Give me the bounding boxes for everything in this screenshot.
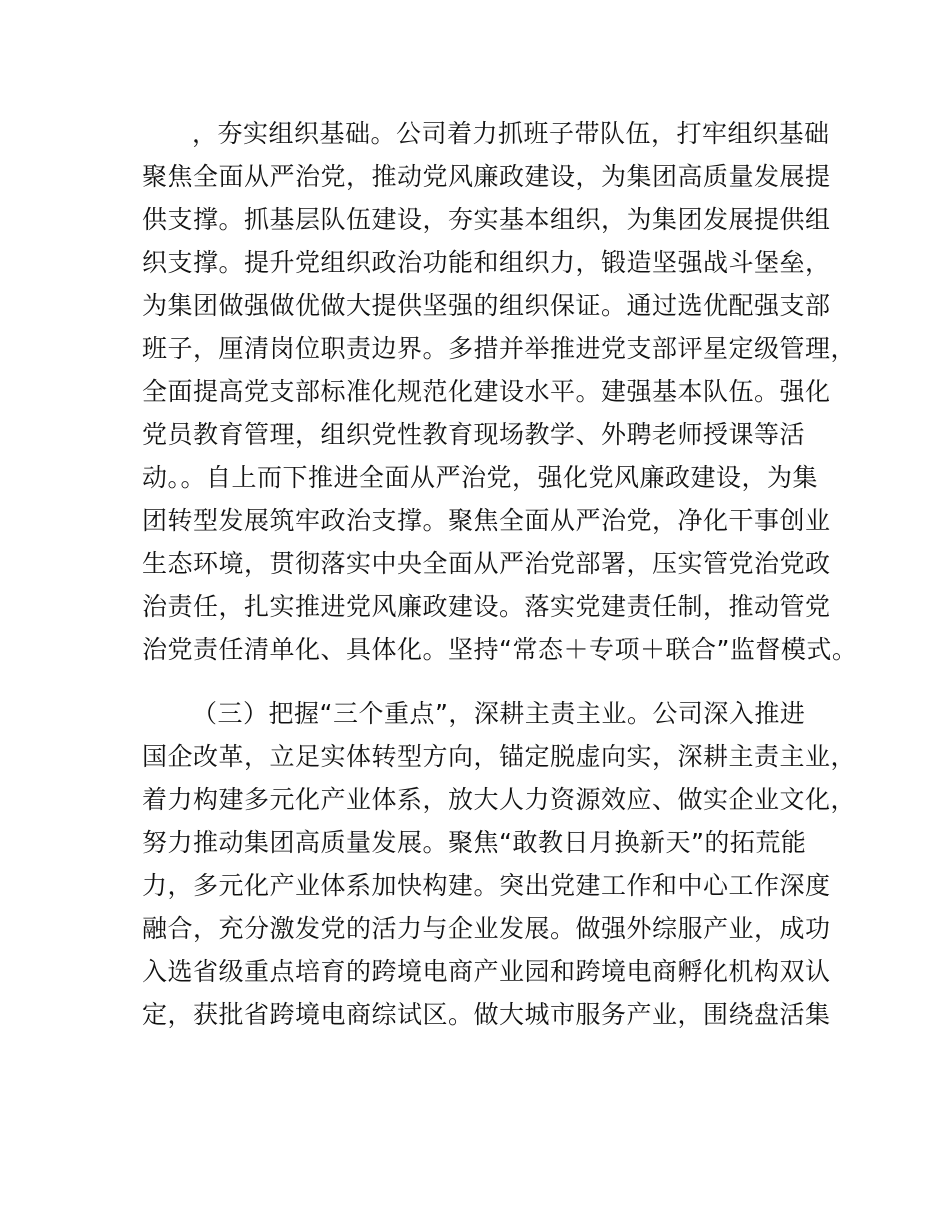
paragraph-line: 努力推动集团高质量发展。聚焦“敢教日月换新天”的拓荒能 <box>142 828 807 857</box>
paragraph-line: 国企改革，立足实体转型方向，锚定脱虚向实，深耕主责主业， <box>142 742 857 771</box>
paragraph-1 <box>142 112 858 671</box>
paragraph-line: 班子，厘清岗位职责边界。多措并举推进党支部评星定级管理， <box>142 334 857 363</box>
paragraph-line: 治党责任清单化、具体化。坚持“常态＋专项＋联合”监督模式。 <box>142 635 858 664</box>
paragraph-line: 力，多元化产业体系加快构建。突出党建工作和中心工作深度 <box>142 871 831 900</box>
paragraph-line: 融合，充分激发党的活力与企业发展。做强外综服产业，成功 <box>142 914 831 943</box>
paragraph-line: 为集团做强做优做大提供坚强的组织保证。通过选优配强支部 <box>142 291 831 320</box>
paragraph-line: ，夯实组织基础。公司着力抓班子带队伍，打牢组织基础 <box>192 119 830 148</box>
paragraph-line: 治责任，扎实推进党风廉政建设。落实党建责任制，推动管党 <box>142 592 831 621</box>
paragraph-line: 供支撑。抓基层队伍建设，夯实基本组织，为集团发展提供组 <box>142 205 831 234</box>
paragraph-line: 团转型发展筑牢政治支撑。聚焦全面从严治党，净化干事创业 <box>142 506 831 535</box>
paragraph-line: 定，获批省跨境电商综试区。做大城市服务产业，围绕盘活集 <box>142 1000 831 1029</box>
paragraph-line: 生态环境，贯彻落实中央全面从严治党部署，压实管党治党政 <box>142 549 831 578</box>
paragraph-line: 织支撑。提升党组织政治功能和组织力，锻造坚强战斗堡垒， <box>142 248 831 277</box>
paragraph-line: 聚焦全面从严治党，推动党风廉政建设，为集团高质量发展提 <box>142 162 831 191</box>
paragraph-line: 动。。自上而下推进全面从严治党，强化党风廉政建设，为集 <box>142 463 819 492</box>
paragraph-line: 全面提高党支部标准化规范化建设水平。建强基本队伍。强化 <box>142 377 831 406</box>
paragraph-line: 党员教育管理，组织党性教育现场教学、外聘老师授课等活 <box>142 420 806 449</box>
paragraph-line: （三）把握“三个重点”，深耕主责主业。公司深入推进 <box>192 699 806 728</box>
paragraph-2 <box>142 692 857 1036</box>
paragraph-line: 入选省级重点培育的跨境电商产业园和跨境电商孵化机构双认 <box>142 957 831 986</box>
paragraph-line: 着力构建多元化产业体系，放大人力资源效应、做实企业文化， <box>142 785 857 814</box>
